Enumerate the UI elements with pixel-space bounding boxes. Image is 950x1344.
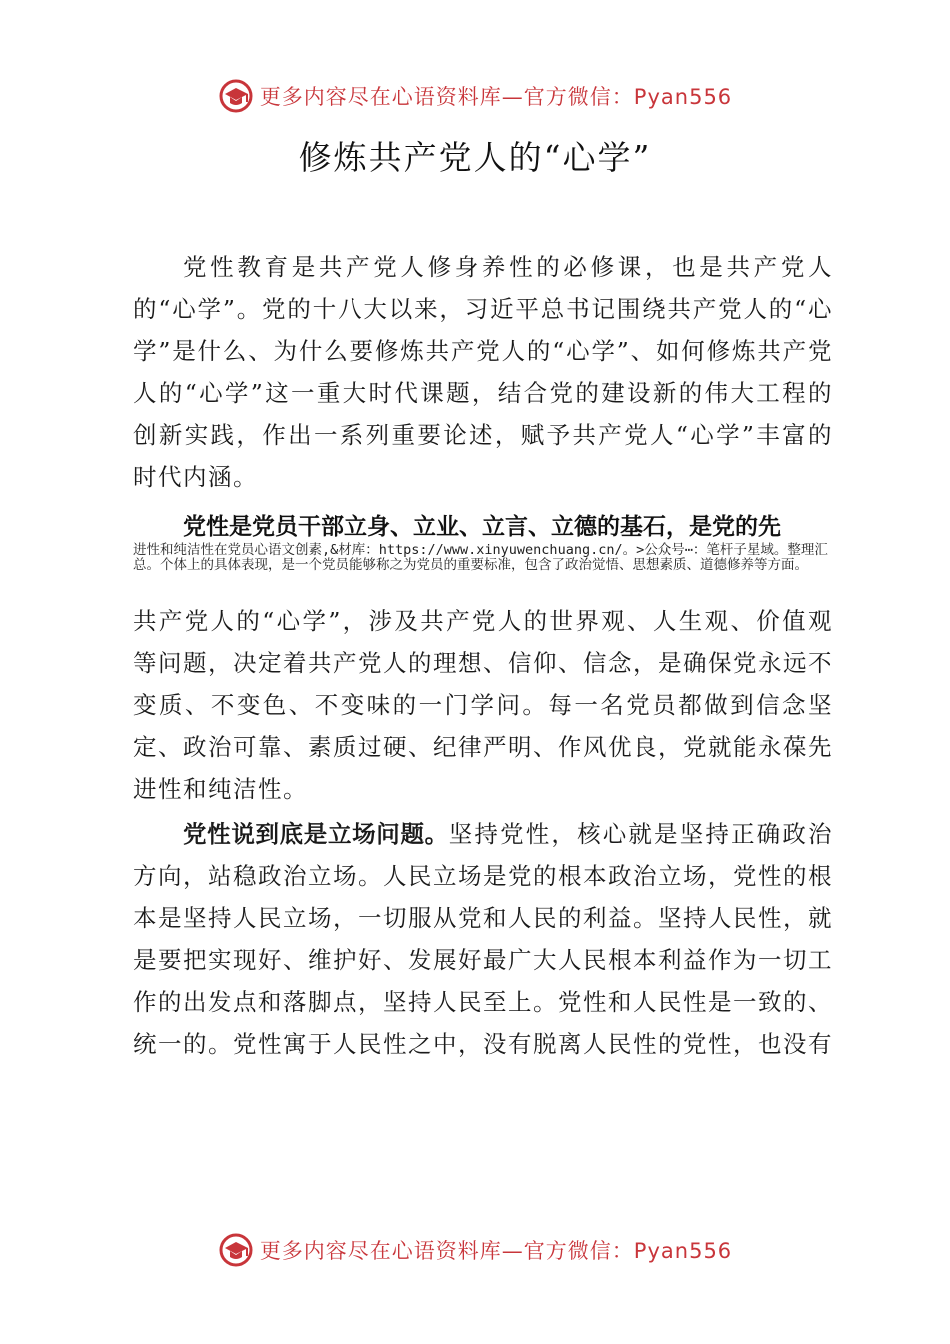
footer-banner — [0, 1228, 950, 1272]
header-banner — [0, 74, 950, 118]
mortarboard-logo-icon — [218, 78, 254, 114]
banner-text: 更多内容尽在心语资料库—官方微信：Pyan556 — [259, 85, 733, 109]
banner-text: 更多内容尽在心语资料库—官方微信：Pyan556 — [259, 1239, 733, 1263]
paragraph-3-lead: 党性说到底是立场问题。 — [183, 820, 449, 848]
paragraph-intro: 党性教育是共产党人修身养性的必修课，也是共产党人的“心学”。党的十八大以来，习近平总书记围绕共产党人的“心学”是什么、为什么要修炼共产党人的“心学”、如何修炼共产党人的“心学”这一重大时代课题，结合党的建设新的伟大工程的创新实践，作出一系列重要论述，赋予共产党人“心学”丰富的时代内涵。 — [133, 253, 833, 491]
paragraph-2-small-text: 进性和纯洁性在党员心语文创素,&材库：https://www.xinyuwenchuang.cn/。>公众号⋯：笔杆子星域。整理汇总。个体上的具体表现，是一个党员能够称之为党员的重要标准，包含了政治觉悟、思想素质、道德修养等方面。 — [133, 542, 828, 573]
document-title: 修炼共产党人的“心学” — [298, 138, 652, 177]
paragraph-2-lead: 党性是党员干部立身、立业、立言、立德的基石，是党的先 — [183, 514, 781, 540]
paragraph-2-body: 共产党人的“心学”，涉及共产党人的世界观、人生观、价值观等问题，决定着共产党人的理想、信仰、信念，是确保党永远不变质、不变色、不变味的一门学问。每一名党员都做到信念坚定、政治可靠、素质过硬、纪律严明、作风优良，党就能永葆先进性和纯洁性。 — [133, 607, 833, 803]
paragraph-3 — [133, 813, 833, 1065]
paragraph-3-body: 坚持党性，核心就是坚持正确政治方向，站稳政治立场。人民立场是党的根本政治立场，党性的根本是坚持人民立场，一切服从党和人民的利益。坚持人民性，就是要把实现好、维护好、发展好最广大人民根本利益作为一切工作的出发点和落脚点，坚持人民至上。党性和人民性是一致的、统一的。党性寓于人民性之中，没有脱离人民性的党性，也没有 — [133, 820, 834, 1058]
mortarboard-logo-icon — [218, 1232, 254, 1268]
